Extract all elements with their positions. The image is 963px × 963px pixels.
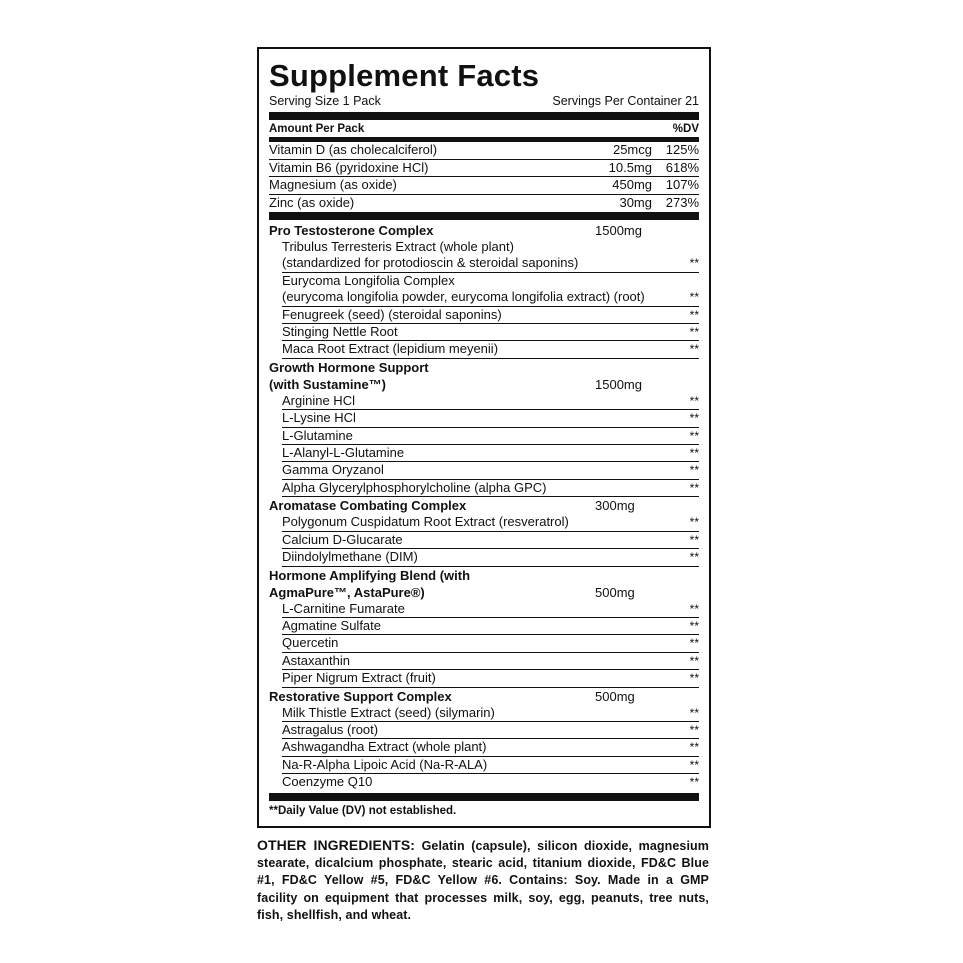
dv-mark: **	[689, 550, 699, 565]
blend-title	[269, 359, 699, 376]
ingredient-name: Eurycoma Longifolia Complex	[282, 272, 455, 288]
blend-amount: 1500mg	[595, 223, 642, 238]
ingredient-name: Maca Root Extract (lepidium meyenii)	[282, 341, 499, 357]
dv-mark: **	[689, 256, 699, 271]
ingredient-name: Fenugreek (seed) (steroidal saponins)	[282, 306, 502, 322]
dv-mark: **	[689, 428, 699, 443]
thick-divider	[269, 212, 699, 220]
nutrient-name: Vitamin D (as cholecalciferol)	[269, 142, 438, 157]
dv-mark: **	[689, 307, 699, 322]
ingredient-row	[282, 341, 699, 358]
ingredient-name: Arginine HCl	[282, 392, 355, 408]
ingredient-row	[282, 393, 699, 410]
serving-size: Serving Size 1 Pack	[269, 94, 381, 108]
nutrient-dv: 273%	[665, 194, 699, 210]
dv-mark: **	[689, 342, 699, 357]
vitamin-list	[269, 142, 699, 211]
ingredient-name: Calcium D-Glucarate	[282, 531, 403, 547]
ingredient-row	[282, 774, 699, 790]
blend-name: Growth Hormone Support	[269, 359, 429, 375]
blend-amount: 500mg	[595, 584, 635, 600]
vitamin-row	[269, 177, 699, 195]
ingredient-row	[282, 324, 699, 341]
dv-mark: **	[689, 722, 699, 737]
dv-mark: **	[689, 446, 699, 461]
blend-amount: 300mg	[595, 498, 635, 514]
ingredient-name: Tribulus Terresteris Extract (whole plant)	[282, 239, 514, 254]
servings-per-container: Servings Per Container 21	[552, 94, 699, 108]
blend-name: Pro Testosterone Complex	[269, 223, 434, 238]
ingredient-name: L-Lysine HCl	[282, 410, 356, 426]
blend-name: Restorative Support Complex	[269, 688, 452, 704]
other-ingredients	[257, 837, 709, 924]
dv-mark	[681, 239, 699, 255]
blend-name: AgmaPure™, AstaPure®)	[269, 584, 425, 600]
blend-list	[269, 222, 699, 791]
ingredient-row	[282, 705, 699, 722]
ingredient-row	[282, 255, 699, 272]
ingredient-row	[282, 722, 699, 739]
footnote: **Daily Value (DV) not established.	[269, 804, 457, 817]
dv-mark: **	[689, 705, 699, 720]
ingredient-row	[282, 549, 699, 566]
dv-mark: **	[689, 411, 699, 426]
nutrient-name: Magnesium (as oxide)	[269, 177, 397, 192]
vitamin-row	[269, 160, 699, 178]
dv-mark: **	[689, 393, 699, 408]
nutrient-dv: 125%	[665, 142, 699, 157]
ingredient-name: Coenzyme Q10	[282, 774, 373, 790]
blend-amount: 500mg	[595, 688, 635, 704]
blend-title	[269, 222, 699, 239]
blend-title	[269, 567, 699, 584]
vitamin-row	[269, 142, 699, 160]
ingredient-name: Stinging Nettle Root	[282, 324, 398, 340]
ingredient-name: Agmatine Sulfate	[282, 617, 382, 633]
dv-mark: **	[689, 671, 699, 686]
ingredient-name: Diindolylmethane (DIM)	[282, 549, 418, 565]
ingredient-row	[282, 410, 699, 427]
dv-mark: **	[689, 740, 699, 755]
ingredient-name: Quercetin	[282, 635, 339, 651]
dv-mark: **	[689, 775, 699, 790]
dv-mark: **	[689, 480, 699, 495]
nutrient-name: Vitamin B6 (pyridoxine HCl)	[269, 159, 429, 175]
ingredient-name: Na-R-Alpha Lipoic Acid (Na-R-ALA)	[282, 756, 488, 772]
nutrient-amount: 25mcg	[612, 142, 652, 157]
amount-header-row	[269, 122, 699, 137]
blend-title	[269, 688, 699, 705]
ingredient-row	[282, 601, 699, 618]
thick-divider	[269, 793, 699, 801]
ingredient-row	[282, 670, 699, 687]
ingredient-row	[282, 273, 699, 289]
panel-title: Supplement Facts	[269, 58, 540, 93]
ingredient-row	[282, 480, 699, 497]
ingredient-name: Astaxanthin	[282, 652, 350, 668]
ingredient-name: Polygonum Cuspidatum Root Extract (resveratrol)	[282, 514, 569, 530]
dv-header: %DV	[672, 123, 699, 135]
vitamin-row	[269, 195, 699, 212]
nutrient-dv: 107%	[665, 177, 699, 192]
blend-title	[269, 376, 699, 393]
dv-mark: **	[689, 618, 699, 633]
blend-amount: 1500mg	[595, 376, 642, 392]
blend-title	[269, 584, 699, 601]
ingredient-row	[282, 532, 699, 549]
dv-mark: **	[689, 757, 699, 772]
ingredient-name: Milk Thistle Extract (seed) (silymarin)	[282, 704, 495, 720]
ingredient-row	[282, 653, 699, 670]
ingredient-name: (eurycoma longifolia powder, eurycoma longifolia extract) (root)	[282, 289, 645, 305]
ingredient-row	[282, 757, 699, 774]
dv-mark: **	[689, 653, 699, 668]
ingredient-name: L-Carnitine Fumarate	[282, 600, 405, 616]
supplement-facts-panel	[257, 47, 711, 828]
dv-mark	[681, 273, 699, 289]
ingredient-name: L-Glutamine	[282, 427, 353, 443]
dv-mark: **	[689, 290, 699, 305]
ingredient-row	[282, 289, 699, 306]
dv-mark: **	[689, 601, 699, 616]
ingredient-name: Piper Nigrum Extract (fruit)	[282, 670, 436, 686]
thick-divider	[269, 112, 699, 120]
ingredient-name: (standardized for protodioscin & steroidal saponins)	[282, 255, 579, 271]
blend-name: Aromatase Combating Complex	[269, 498, 467, 514]
ingredient-row	[282, 462, 699, 479]
other-ingredients-label: OTHER INGREDIENTS:	[257, 837, 416, 853]
serving-row	[269, 94, 699, 109]
dv-mark: **	[689, 325, 699, 340]
ingredient-row	[282, 635, 699, 652]
ingredient-name: Ashwagandha Extract (whole plant)	[282, 739, 487, 755]
nutrient-dv: 618%	[665, 159, 699, 175]
dv-mark: **	[689, 532, 699, 547]
ingredient-row	[282, 618, 699, 635]
dv-mark: **	[689, 463, 699, 478]
ingredient-name: L-Alanyl-L-Glutamine	[282, 445, 405, 461]
nutrient-amount: 30mg	[619, 194, 652, 210]
ingredient-row	[282, 445, 699, 462]
ingredient-row	[282, 307, 699, 324]
other-ingredients-text: Gelatin (capsule), silicon dioxide, magnesium stearate, dicalcium phosphate, stearic acid, titanium dioxide, FD&C Blue #1, FD&C Yellow #5, FD&C Yellow #6. Contains: Soy. Made in a GMP facility on equipment that processes milk, soy, egg, peanuts, tree nuts, fish, shellfish, and wheat.	[257, 839, 709, 922]
amount-header: Amount Per Pack	[269, 123, 365, 135]
ingredient-row	[282, 739, 699, 756]
ingredient-name: Alpha Glycerylphosphorylcholine (alpha GPC)	[282, 479, 547, 495]
ingredient-row	[282, 514, 699, 531]
dv-mark: **	[689, 515, 699, 530]
nutrient-amount: 450mg	[612, 177, 652, 192]
blend-title	[269, 497, 699, 514]
ingredient-row	[282, 239, 699, 255]
ingredient-name: Gamma Oryzanol	[282, 462, 384, 478]
dv-mark: **	[689, 636, 699, 651]
ingredient-row	[282, 428, 699, 445]
blend-name: Hormone Amplifying Blend (with	[269, 567, 471, 583]
ingredient-name: Astragalus (root)	[282, 721, 379, 737]
blend-name: (with Sustamine™)	[269, 376, 387, 392]
nutrient-amount: 10.5mg	[608, 159, 652, 175]
nutrient-name: Zinc (as oxide)	[269, 194, 355, 210]
